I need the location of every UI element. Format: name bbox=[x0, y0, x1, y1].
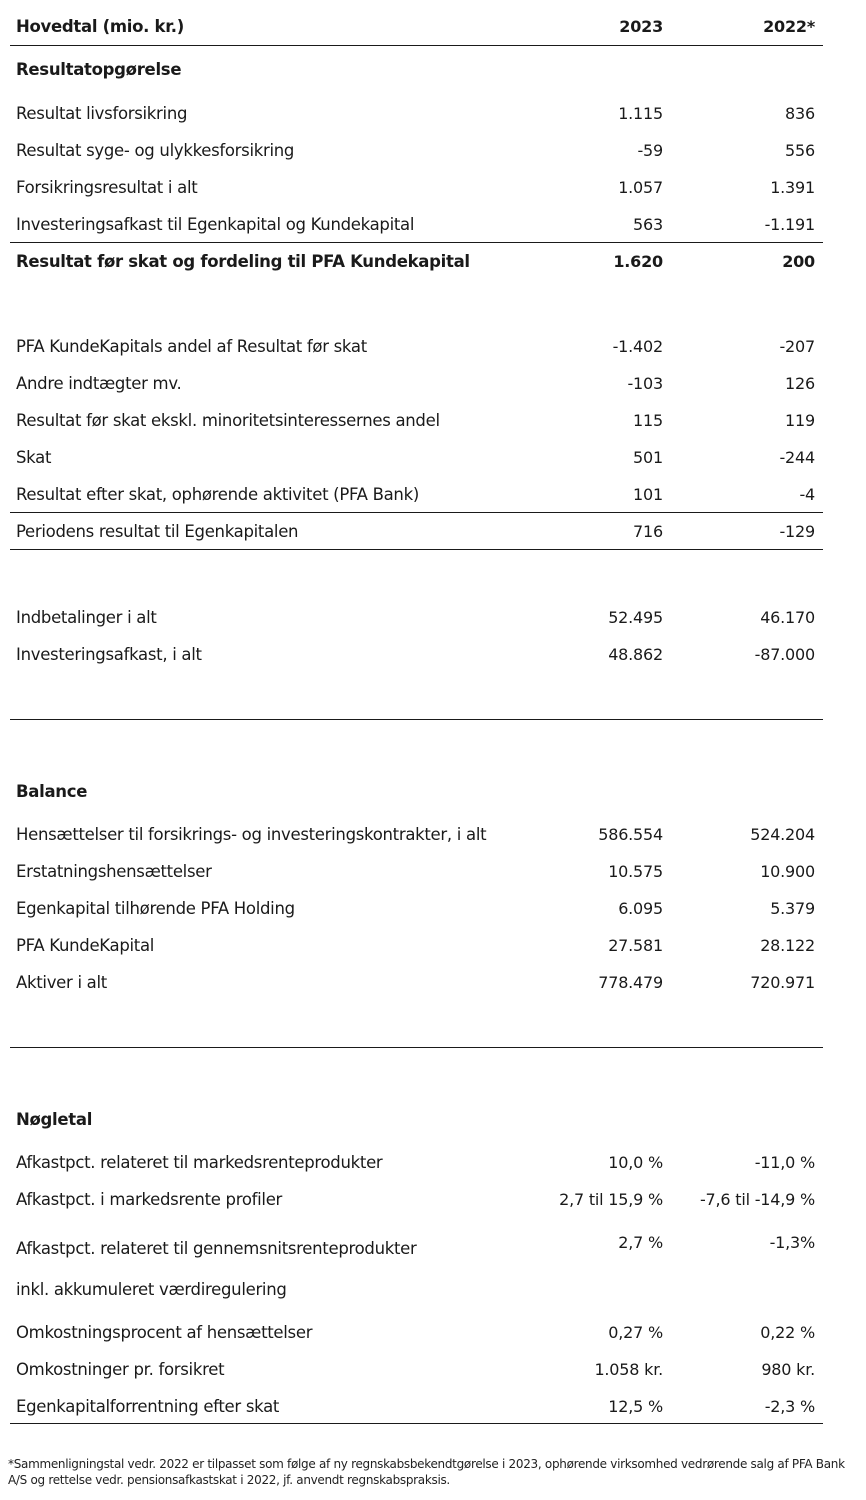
value-2022: 720.971 bbox=[750, 973, 815, 992]
row-label: Afkastpct. i markedsrente profiler bbox=[16, 1190, 283, 1209]
table-row bbox=[10, 206, 823, 243]
value-2022: -129 bbox=[779, 522, 815, 541]
value-2022: -2,3 % bbox=[764, 1397, 815, 1416]
value-2022: -207 bbox=[779, 337, 815, 356]
value-2022: -1,3% bbox=[769, 1233, 815, 1252]
value-2022: -11,0 % bbox=[754, 1153, 815, 1172]
table-row bbox=[10, 1181, 823, 1218]
row-label: Afkastpct. relateret til markedsrenteprodukter bbox=[16, 1153, 383, 1172]
column-header-2023: 2023 bbox=[619, 17, 663, 36]
table-row bbox=[10, 402, 823, 439]
row-label: Aktiver i alt bbox=[16, 973, 107, 992]
row-label: Resultat livsforsikring bbox=[16, 104, 188, 123]
value-2022: 0,22 % bbox=[760, 1323, 815, 1342]
row-label: inkl. akkumuleret værdiregulering bbox=[16, 1280, 287, 1299]
row-label: Andre indtægter mv. bbox=[16, 374, 182, 393]
table-row bbox=[10, 1351, 823, 1388]
table-row-subtotal bbox=[10, 513, 823, 550]
row-label: Indbetalinger i alt bbox=[16, 608, 157, 627]
table-row bbox=[10, 927, 823, 964]
value-2022: 556 bbox=[785, 141, 815, 160]
row-label: Resultat før skat ekskl. minoritetsinteressernes andel bbox=[16, 411, 440, 430]
section-heading-noegletal: Nøgletal bbox=[16, 1110, 93, 1129]
value-2022: 200 bbox=[782, 252, 815, 271]
value-2022: 46.170 bbox=[760, 608, 815, 627]
row-label: Egenkapital tilhørende PFA Holding bbox=[16, 899, 295, 918]
value-2023: -59 bbox=[637, 141, 663, 160]
row-label: Afkastpct. relateret til gennemsnitsrenteprodukter bbox=[16, 1239, 417, 1258]
table-row bbox=[10, 890, 823, 927]
value-2022: -87.000 bbox=[754, 645, 815, 664]
row-label: Skat bbox=[16, 448, 52, 467]
value-2023: 6.095 bbox=[618, 899, 663, 918]
value-2022: -7,6 til -14,9 % bbox=[699, 1190, 815, 1209]
value-2023: 52.495 bbox=[608, 608, 663, 627]
value-2023: 563 bbox=[633, 215, 663, 234]
table-row-continuation bbox=[10, 1271, 823, 1308]
row-label: PFA KundeKapital bbox=[16, 936, 155, 955]
value-2023: 2,7 til 15,9 % bbox=[559, 1190, 663, 1209]
table-row bbox=[10, 1314, 823, 1351]
value-2022: -244 bbox=[779, 448, 815, 467]
section-divider bbox=[10, 719, 823, 720]
table-row bbox=[10, 636, 823, 673]
table-row bbox=[10, 328, 823, 365]
row-label: Resultat før skat og fordeling til PFA Kundekapital bbox=[16, 252, 470, 271]
section-heading-balance: Balance bbox=[16, 782, 88, 801]
header-divider bbox=[10, 45, 823, 46]
column-header-2022: 2022* bbox=[763, 17, 815, 36]
value-2022: 126 bbox=[785, 374, 815, 393]
value-2023: 115 bbox=[633, 411, 663, 430]
table-row bbox=[10, 1224, 823, 1261]
section-divider bbox=[10, 1047, 823, 1048]
footnote: *Sammenligningstal vedr. 2022 er tilpasset som følge af ny regnskabsbekendtgørelse i 2023, ophørende virksomhed vedrørende salg af PFA Bank A/S og rettelse vedr. pensionsafkastskat i 2022, jf. anvendt regnskabspraksis. bbox=[8, 1457, 845, 1487]
row-label: Investeringsafkast, i alt bbox=[16, 645, 202, 664]
row-label: Egenkapitalforrentning efter skat bbox=[16, 1397, 280, 1416]
table-row-total bbox=[10, 243, 823, 280]
row-label: Investeringsafkast til Egenkapital og Kundekapital bbox=[16, 215, 415, 234]
value-2023: 716 bbox=[633, 522, 663, 541]
value-2023: 10,0 % bbox=[608, 1153, 663, 1172]
table-bottom-divider bbox=[10, 1423, 823, 1424]
value-2022: 524.204 bbox=[750, 825, 815, 844]
value-2022: 28.122 bbox=[760, 936, 815, 955]
value-2023: 1.058 kr. bbox=[594, 1360, 663, 1379]
value-2023: 501 bbox=[633, 448, 663, 467]
value-2023: 1.057 bbox=[618, 178, 663, 197]
row-label: Forsikringsresultat i alt bbox=[16, 178, 198, 197]
value-2023: -1.402 bbox=[612, 337, 663, 356]
value-2022: 10.900 bbox=[760, 862, 815, 881]
table-row bbox=[10, 816, 823, 853]
value-2022: -4 bbox=[799, 485, 815, 504]
row-label: PFA KundeKapitals andel af Resultat før skat bbox=[16, 337, 367, 356]
row-label: Resultat efter skat, ophørende aktivitet (PFA Bank) bbox=[16, 485, 419, 504]
table-row bbox=[10, 439, 823, 476]
row-label: Omkostninger pr. forsikret bbox=[16, 1360, 225, 1379]
table-row bbox=[10, 132, 823, 169]
value-2023: 10.575 bbox=[608, 862, 663, 881]
value-2022: 1.391 bbox=[770, 178, 815, 197]
value-2023: 778.479 bbox=[598, 973, 663, 992]
table-row bbox=[10, 1388, 823, 1425]
table-row bbox=[10, 365, 823, 402]
row-label: Periodens resultat til Egenkapitalen bbox=[16, 522, 299, 541]
table-row bbox=[10, 95, 823, 132]
table-row bbox=[10, 169, 823, 206]
value-2023: 27.581 bbox=[608, 936, 663, 955]
table-row bbox=[10, 599, 823, 636]
row-divider bbox=[10, 549, 823, 550]
value-2023: 0,27 % bbox=[608, 1323, 663, 1342]
row-label: Erstatningshensættelser bbox=[16, 862, 212, 881]
row-label: Omkostningsprocent af hensættelser bbox=[16, 1323, 313, 1342]
value-2022: 119 bbox=[785, 411, 815, 430]
value-2023: 1.115 bbox=[618, 104, 663, 123]
value-2022: 980 kr. bbox=[761, 1360, 815, 1379]
value-2022: 836 bbox=[785, 104, 815, 123]
value-2023: -103 bbox=[627, 374, 663, 393]
table-row bbox=[10, 476, 823, 513]
table-row bbox=[10, 964, 823, 1001]
section-heading-resultatopgorelse: Resultatopgørelse bbox=[16, 60, 182, 79]
value-2022: 5.379 bbox=[770, 899, 815, 918]
table-title: Hovedtal (mio. kr.) bbox=[16, 17, 184, 36]
row-label: Resultat syge- og ulykkesforsikring bbox=[16, 141, 295, 160]
value-2023: 48.862 bbox=[608, 645, 663, 664]
value-2023: 2,7 % bbox=[618, 1233, 663, 1252]
row-label: Hensættelser til forsikrings- og investeringskontrakter, i alt bbox=[16, 825, 487, 844]
table-row bbox=[10, 1144, 823, 1181]
value-2023: 1.620 bbox=[613, 252, 663, 271]
value-2023: 12,5 % bbox=[608, 1397, 663, 1416]
value-2023: 586.554 bbox=[598, 825, 663, 844]
table-header bbox=[10, 8, 823, 45]
table-row bbox=[10, 853, 823, 890]
value-2023: 101 bbox=[633, 485, 663, 504]
value-2022: -1.191 bbox=[764, 215, 815, 234]
